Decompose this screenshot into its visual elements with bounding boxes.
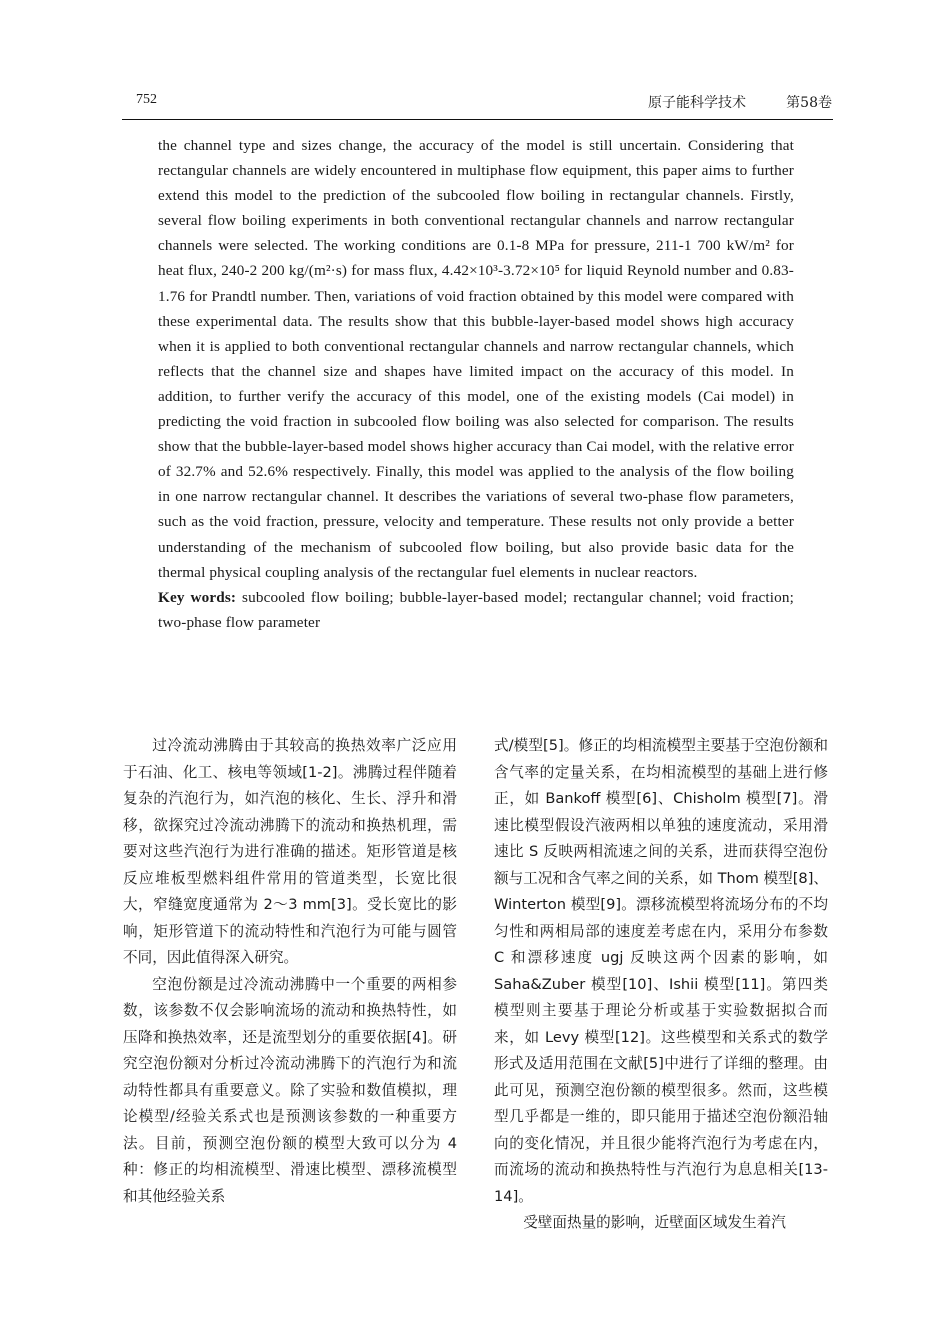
page-header [122,92,832,116]
page-number: 752 [136,92,157,107]
left-paragraph-1: 过冷流动沸腾由于其较高的换热效率广泛应用于石油、化工、核电等领域[1-2]。沸腾过程伴随着复杂的汽泡行为，如汽泡的核化、生长、浮升和滑移，欲探究过冷流动沸腾下的流动和换热机理，需要对这些汽泡行为进行准确的描述。矩形管道是核反应堆板型燃料组件常用的管道类型，长宽比很大，窄缝宽度通常为 2～3 mm[3]。受长宽比的影响，矩形管道下的流动特性和汽泡行为可能与圆管不同，因此值得深入研究。 [123,737,457,966]
left-column [123,733,457,1210]
journal-name: 原子能科学技术 [648,95,746,111]
keywords-text: subcooled flow boiling; bubble-layer-based model; rectangular channel; void fraction; two-phase flow parameter [158,588,794,631]
english-abstract [158,133,794,635]
right-paragraph-2: 受壁面热量的影响，近壁面区域发生着汽 [523,1214,786,1231]
right-column [494,733,828,1237]
header-rule [122,119,833,120]
abstract-body: the channel type and sizes change, the accuracy of the model is still uncertain. Considering that rectangular channels are widely encountered in multiphase flow equipment, this paper aims to further extend this model to the prediction of the subcooled flow boiling in rectangular channels. Firstly, several flow boiling experiments in both conventional rectangular channels and narrow rectangular channels were selected. The working conditions are 0.1-8 MPa for pressure, 211-1 700 kW/m² for heat flux, 240-2 200 kg/(m²·s) for mass flux, 4.42×10³-3.72×10⁵ for liquid Reynold number and 0.83-1.76 for Prandtl number. Then, variations of void fraction obtained by this model were compared with these experimental data. The results show that this bubble-layer-based model shows high accuracy when it is applied to both conventional rectangular channels and narrow rectangular channels, which reflects that the channel size and shapes have limited impact on the accuracy of this model. In addition, to further verify the accuracy of this model, one of the existing models (Cai model) in predicting the void fraction in subcooled flow boiling was also selected for comparison. The results show that the bubble-layer-based model shows higher accuracy than Cai model, with the relative error of 32.7% and 52.6% respectively. Finally, this model was applied to the analysis of the flow boiling in one narrow rectangular channel. It describes the variations of several two-phase flow parameters, such as the void fraction, pressure, velocity and temperature. These results not only provide a better understanding of the mechanism of subcooled flow boiling, but also provide basic data for the thermal physical coupling analysis of the rectangular fuel elements in nuclear reactors. [158,137,794,581]
keywords-label: Key words: [158,588,237,606]
left-paragraph-2: 空泡份额是过冷流动沸腾中一个重要的两相参数，该参数不仅会影响流场的流动和换热特性，如压降和换热效率，还是流型划分的重要依据[4]。研究空泡份额对分析过冷流动沸腾下的汽泡行为和流动特性都具有重要意义。除了实验和数值模拟，理论模型/经验关系式也是预测该参数的一种重要方法。目前，预测空泡份额的模型大致可以分为 4 种：修正的均相流模型、滑速比模型、漂移流模型和其他经验关系 [123,975,457,1205]
keywords-line [158,585,794,635]
volume-label: 第58卷 [786,95,832,111]
right-paragraph-1: 式/模型[5]。修正的均相流模型主要基于空泡份额和含气率的定量关系，在均相流模型的基础上进行修正，如 Bankoff 模型[6]、Chisholm 模型[7]。滑速比模型假设汽液两相以单独的速度流动，采用滑速比 S 反映两相流速之间的关系，进而获得空泡份额与工况和含气率之间的关系，如 Thom 模型[8]、Winterton 模型[9]。漂移流模型将流场分布的不均匀性和两相局部的速度差考虑在内，采用分布参数 C 和漂移速度 ugj 反映这两个因素的影响，如 Saha&Zuber 模型[10]、Ishii 模型[11]。第四类模型则主要基于理论分析或基于实验数据拟合而来，如 Levy 模型[12]。这些模型和关系式的数学形式及适用范围在文献[5]中进行了详细的整理。由此可见，预测空泡份额的模型很多。然而，这些模型几乎都是一维的，即只能用于描述空泡份额沿轴向的变化情况，并且很少能将汽泡行为考虑在内，而流场的流动和换热特性与汽泡行为息息相关[13-14]。 [494,737,828,1205]
